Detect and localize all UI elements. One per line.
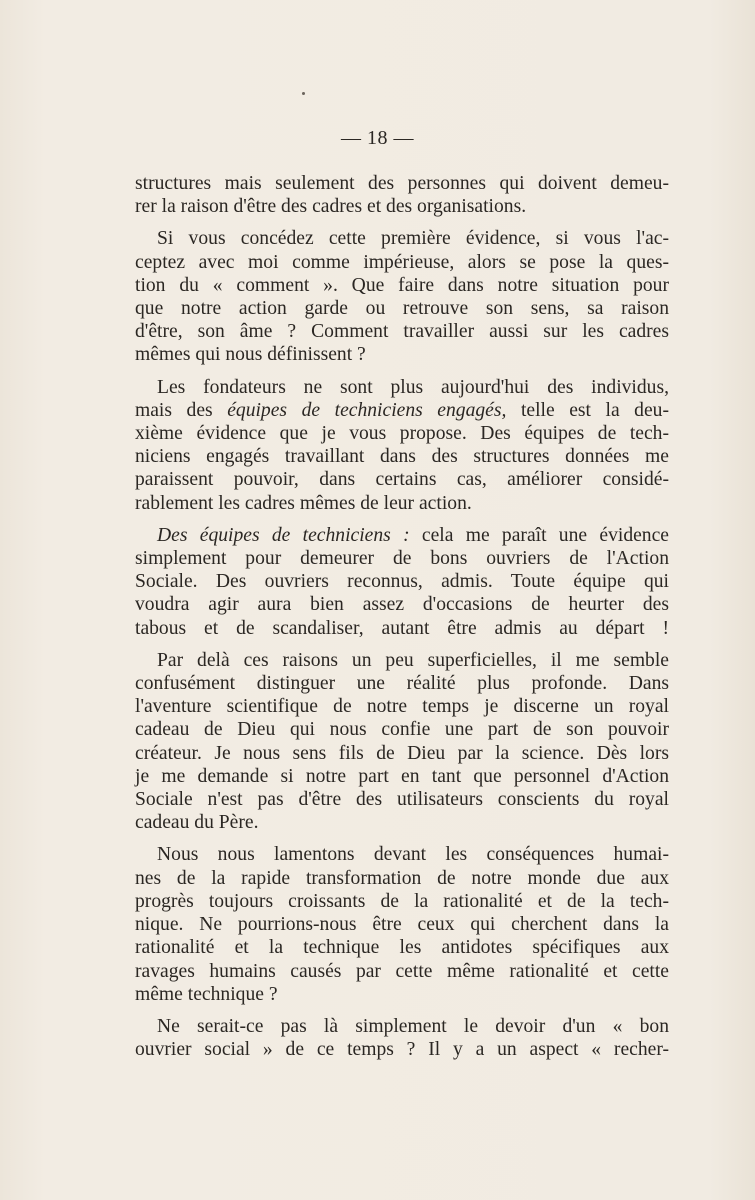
text-line: je me demande si notre part en tant que personnel d'Action bbox=[135, 765, 669, 787]
text-line: nes de la rapide transformation de notre monde due aux bbox=[135, 867, 669, 889]
text-line: même technique ? bbox=[135, 983, 278, 1005]
text-line: rationalité et la technique les antidotes spécifiques aux bbox=[135, 937, 669, 959]
text-line: l'aventure scientifique de notre temps je discerne un royal bbox=[135, 696, 669, 718]
text-line bbox=[135, 524, 669, 547]
text-line: Ne serait-ce pas là simplement le devoir d'un « bon bbox=[157, 1015, 669, 1037]
text-line: tion du « comment ». Que faire dans notre situation pour bbox=[135, 274, 669, 296]
text-line: tabous et de scandaliser, autant être admis au départ ! bbox=[135, 617, 669, 639]
text-line bbox=[135, 399, 669, 422]
text-line: confusément distinguer une réalité plus profonde. Dans bbox=[135, 673, 669, 695]
text-line: rer la raison d'être des cadres et des organisations. bbox=[135, 196, 527, 218]
text-line: d'être, son âme ? Comment travailler aussi sur les cadres bbox=[135, 321, 669, 343]
paragraph bbox=[135, 649, 669, 835]
text-line: rablement les cadres mêmes de leur action. bbox=[135, 492, 472, 514]
paragraph bbox=[135, 376, 669, 515]
text-run: mais des bbox=[135, 399, 228, 421]
text-line: que notre action garde ou retrouve son sens, sa raison bbox=[135, 298, 669, 320]
text-line: nique. Ne pourrions-nous être ceux qui cherchent dans la bbox=[135, 914, 669, 936]
paragraph bbox=[135, 227, 669, 366]
text-line: créateur. Je nous sens fils de Dieu par la science. Dès lors bbox=[135, 742, 669, 764]
text-line: simplement pour demeurer de bons ouvriers de l'Action bbox=[135, 548, 669, 570]
text-line: Sociale. Des ouvriers reconnus, admis. Toute équipe qui bbox=[135, 571, 669, 593]
text-line: ceptez avec moi comme impérieuse, alors se pose la ques- bbox=[135, 251, 669, 273]
text-line: cadeau de Dieu qui nous confie une part de son pouvoir bbox=[135, 719, 669, 741]
paragraph bbox=[135, 1015, 669, 1061]
text-line: Si vous concédez cette première évidence, si vous l'ac- bbox=[157, 228, 669, 250]
text-line: Par delà ces raisons un peu superficielles, il me semble bbox=[157, 649, 669, 671]
text-line: mêmes qui nous définissent ? bbox=[135, 344, 366, 366]
text-line: Nous nous lamentons devant les conséquences humai- bbox=[157, 844, 669, 866]
text-line: Les fondateurs ne sont plus aujourd'hui des individus, bbox=[157, 376, 669, 398]
text-line: progrès toujours croissants de la rationalité et de la tech- bbox=[135, 890, 669, 912]
page-number: — 18 — bbox=[341, 127, 414, 149]
text-line: paraissent pouvoir, dans certains cas, améliorer considé- bbox=[135, 469, 669, 491]
text-line: niciens engagés travaillant dans des structures données me bbox=[135, 446, 669, 468]
text-line: structures mais seulement des personnes qui doivent demeu- bbox=[135, 173, 669, 194]
text-line: Sociale n'est pas d'être des utilisateurs conscients du royal bbox=[135, 789, 669, 811]
text-run: cela me paraît une évidence bbox=[409, 524, 669, 546]
text-line: cadeau du Père. bbox=[135, 812, 259, 834]
body-text bbox=[135, 172, 669, 1070]
paragraph bbox=[135, 172, 669, 218]
text-line: ouvrier social » de ce temps ? Il y a un aspect « recher- bbox=[135, 1039, 669, 1061]
text-line: ravages humains causés par cette même rationalité et cette bbox=[135, 960, 669, 982]
italic-phrase: Des équipes de techniciens : bbox=[157, 524, 410, 546]
ink-speck bbox=[302, 92, 305, 95]
text-line: xième évidence que je vous propose. Des équipes de tech- bbox=[135, 423, 669, 445]
text-line: voudra agir aura bien assez d'occasions de heurter des bbox=[135, 594, 669, 616]
paragraph bbox=[135, 843, 669, 1005]
text-run: telle est la deu- bbox=[506, 399, 670, 421]
paragraph bbox=[135, 524, 669, 640]
italic-phrase: équipes de techniciens engagés, bbox=[227, 399, 507, 421]
